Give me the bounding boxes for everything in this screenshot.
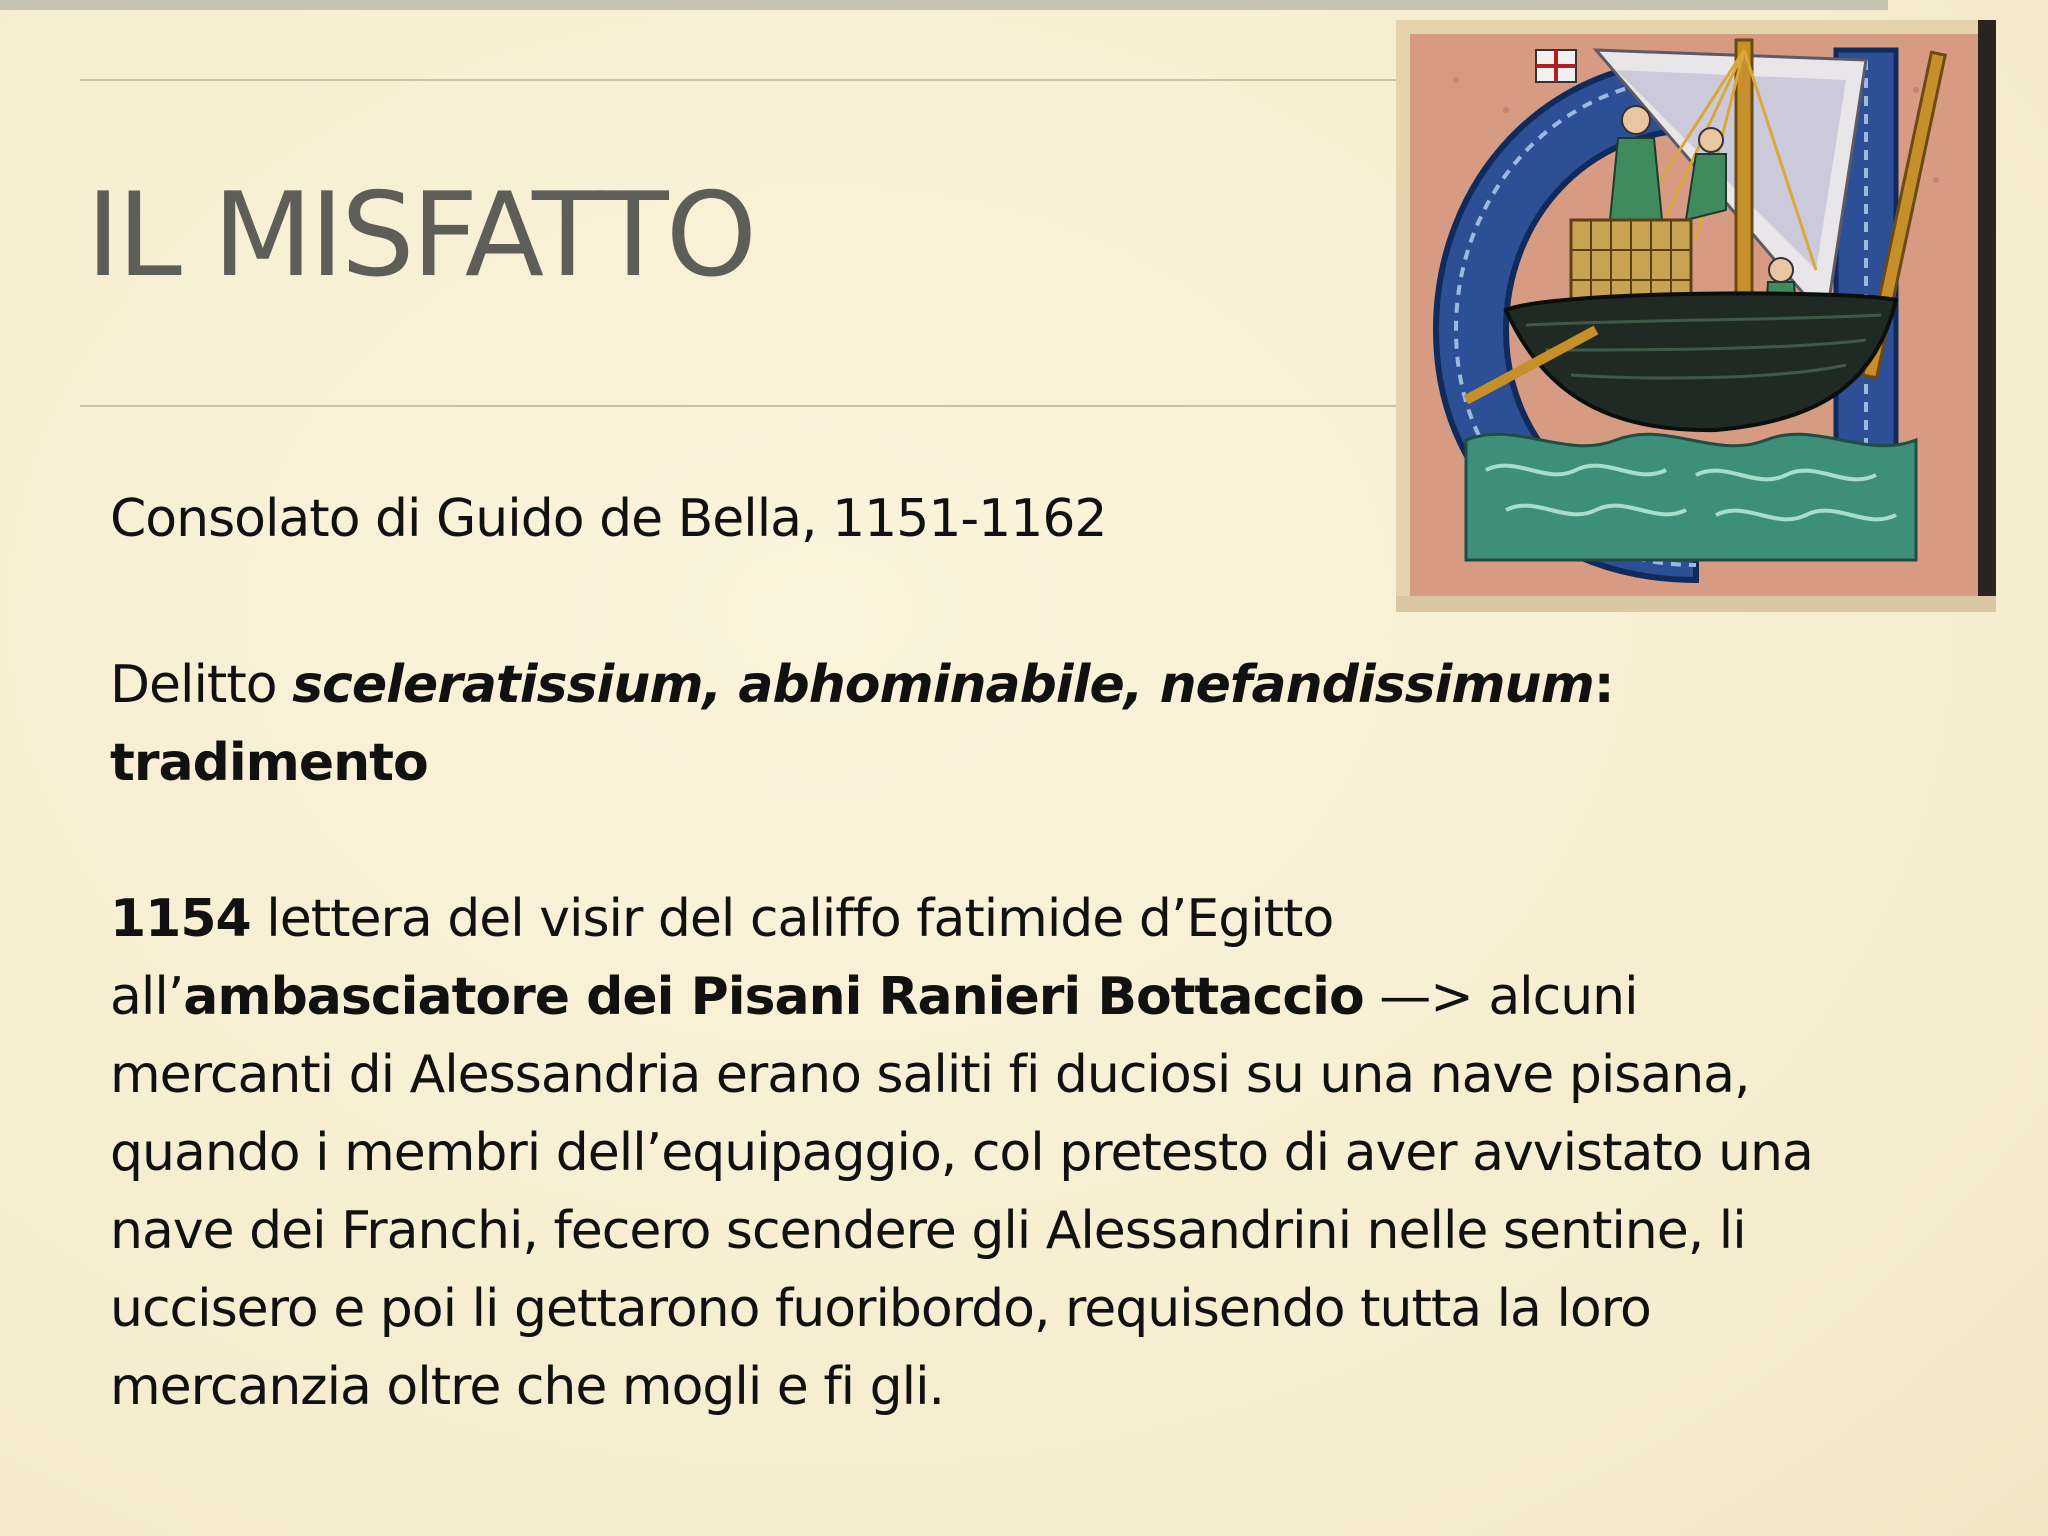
letter-line2-rest: —> alcuni	[1363, 967, 1638, 1027]
slide-title: IL MISFATTO	[86, 168, 755, 303]
letter-line1-rest: lettera del visir del califfo fatimide d’Egitto	[250, 889, 1334, 949]
letter-line-3: mercanti di Alessandria erano saliti fi duciosi su una nave pisana,	[110, 1045, 1750, 1105]
letter-line-2	[110, 958, 1970, 1036]
letter-line-4: quando i membri dell’equipaggio, col pretesto di aver avvistato una	[110, 1123, 1813, 1183]
letter-line-5: nave dei Franchi, fecero scendere gli Alessandrini nelle sentine, li	[110, 1201, 1746, 1261]
letter-line-7: mercanzia oltre che mogli e fi gli.	[110, 1357, 945, 1417]
letter-ambassador: ambasciatore dei Pisani Ranieri Bottaccio	[183, 967, 1364, 1027]
title-divider	[80, 405, 1396, 407]
letter-line-1	[110, 880, 1970, 958]
delitto-prefix: Delitto	[110, 655, 293, 715]
letter-year: 1154	[110, 889, 251, 949]
bottom-divider	[0, 0, 1888, 10]
letter-paragraph	[110, 880, 1970, 1426]
delitto-conclusion: tradimento	[110, 733, 428, 793]
top-divider	[80, 79, 1396, 81]
letter-line-6: uccisero e poi li gettarono fuoribordo, requisendo tutta la loro	[110, 1279, 1651, 1339]
delitto-terms: sceleratissium, abhominabile, nefandissimum	[292, 655, 1594, 715]
consolato-line: Consolato di Guido de Bella, 1151-1162	[110, 489, 1107, 549]
delitto-colon: :	[1593, 655, 1614, 715]
letter-line2-prefix: all’	[110, 967, 184, 1027]
delitto-paragraph	[110, 646, 1970, 802]
